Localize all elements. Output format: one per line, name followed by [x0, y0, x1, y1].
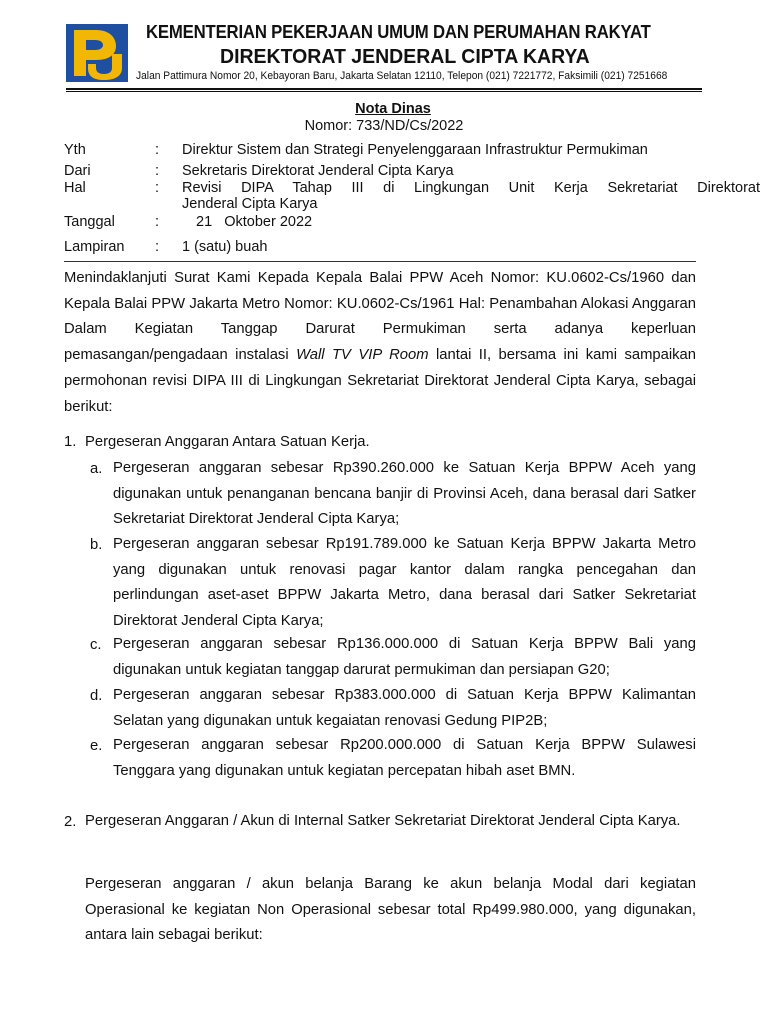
- intro-text: Menindaklanjuti Surat Kami Kepada Kepala Balai PPW Aceh Nomor: KU.0602-Cs/1960 dan Kepala Balai PPW Jakarta Metro Nomor: KU.0602-Cs/1961 Hal: Penambahan Alokasi Anggaran Dalam Kegiatan Tanggap Darurat Permukiman serta adanya keperluan pemasangan/pengadaan instalasi: [64, 270, 696, 364]
- field-colon: :: [155, 163, 160, 179]
- field-label: Yth: [64, 142, 86, 158]
- section1-number: 1.: [64, 434, 77, 450]
- intro-paragraph: [64, 266, 696, 420]
- intro-italic: Wall TV VIP Room: [296, 347, 429, 364]
- item-b-letter: b.: [90, 537, 103, 553]
- field-value-line2: Jenderal Cipta Karya: [182, 196, 318, 212]
- directorate-name: DIREKTORAT JENDERAL CIPTA KARYA: [220, 45, 590, 68]
- field-label: Hal: [64, 180, 86, 196]
- memo-number: Nomor: 733/ND/Cs/2022: [304, 118, 464, 134]
- section2-number: 2.: [64, 814, 77, 830]
- letterhead-rule-thin: [66, 91, 702, 92]
- header-divider: [64, 261, 696, 262]
- item-c-text: Pergeseran anggaran sebesar Rp136.000.000 di Satuan Kerja BPPW Bali yang digunakan untuk kegiatan tanggap darurat permukiman dan persiapan G20;: [113, 636, 696, 678]
- field-colon: :: [155, 239, 160, 255]
- item-e-letter: e.: [90, 738, 103, 754]
- field-value-line1: Revisi DIPA Tahap III di Lingkungan Unit Kerja Sekretariat Direktorat: [182, 180, 760, 196]
- field-label: Dari: [64, 163, 91, 179]
- item-d-letter: d.: [90, 688, 103, 704]
- item-d-text: Pergeseran anggaran sebesar Rp383.000.000 di Satuan Kerja BPPW Kalimantan Selatan yang digunakan untuk kegaiatan renovasi Gedung PIP2B;: [113, 687, 696, 729]
- pupr-logo-icon: [66, 24, 128, 82]
- memo-title: Nota Dinas: [355, 101, 431, 117]
- section1-title: Pergeseran Anggaran Antara Satuan Kerja.: [85, 434, 370, 450]
- field-colon: :: [155, 142, 160, 158]
- item-a-text: Pergeseran anggaran sebesar Rp390.260.000 ke Satuan Kerja BPPW Aceh yang digunakan untuk penanganan bencana banjir di Provinsi Aceh, dana berasal dari Satker Sekretariat Direktorat Jenderal Cipta Karya;: [113, 460, 696, 528]
- field-value: Direktur Sistem dan Strategi Penyelenggaraan Infrastruktur Permukiman: [182, 142, 648, 158]
- section2-body: Pergeseran anggaran / akun belanja Barang ke akun belanja Modal dari kegiatan Operasional ke kegiatan Non Operasional sebesar total Rp499.980.000, yang digunakan, antara lain sebagai berikut:: [85, 876, 696, 944]
- field-colon: :: [155, 214, 160, 230]
- item-c-letter: c.: [90, 637, 102, 653]
- letterhead-rule: [66, 88, 702, 90]
- item-e-text: Pergeseran anggaran sebesar Rp200.000.000 di Satuan Kerja BPPW Sulawesi Tenggara yang digunakan untuk kegiatan percepatan hibah aset BMN.: [113, 737, 696, 779]
- item-a-letter: a.: [90, 461, 103, 477]
- field-value: 21 Oktober 2022: [196, 214, 313, 230]
- field-value: Sekretaris Direktorat Jenderal Cipta Karya: [182, 163, 454, 179]
- field-value: 1 (satu) buah: [182, 239, 268, 255]
- field-label: Lampiran: [64, 239, 125, 255]
- letterhead-address: Jalan Pattimura Nomor 20, Kebayoran Baru, Jakarta Selatan 12110, Telepon (021) 7221772, Faksimili (021) 7251668: [136, 70, 668, 82]
- item-b-text: Pergeseran anggaran sebesar Rp191.789.000 ke Satuan Kerja BPPW Jakarta Metro yang digunakan untuk renovasi pagar kantor dalam rangka pencegahan dan perlindungan aset-aset BPPW Jakarta Metro, dana berasal dari Satker Sekretariat Direktorat Jenderal Cipta Karya;: [113, 536, 696, 629]
- intro-text-end: lantai II, bersama ini kami sampaikan permohonan revisi DIPA III di Lingkungan Sekretariat Direktorat Jenderal Cipta Karya, sebagai berikut:: [64, 347, 697, 415]
- ministry-name: KEMENTERIAN PEKERJAAN UMUM DAN PERUMAHAN RAKYAT: [146, 22, 651, 42]
- field-label: Tanggal: [64, 214, 115, 230]
- section2-title: Pergeseran Anggaran / Akun di Internal Satker Sekretariat Direktorat Jenderal Cipta Karya.: [85, 813, 681, 829]
- field-colon: :: [155, 180, 160, 196]
